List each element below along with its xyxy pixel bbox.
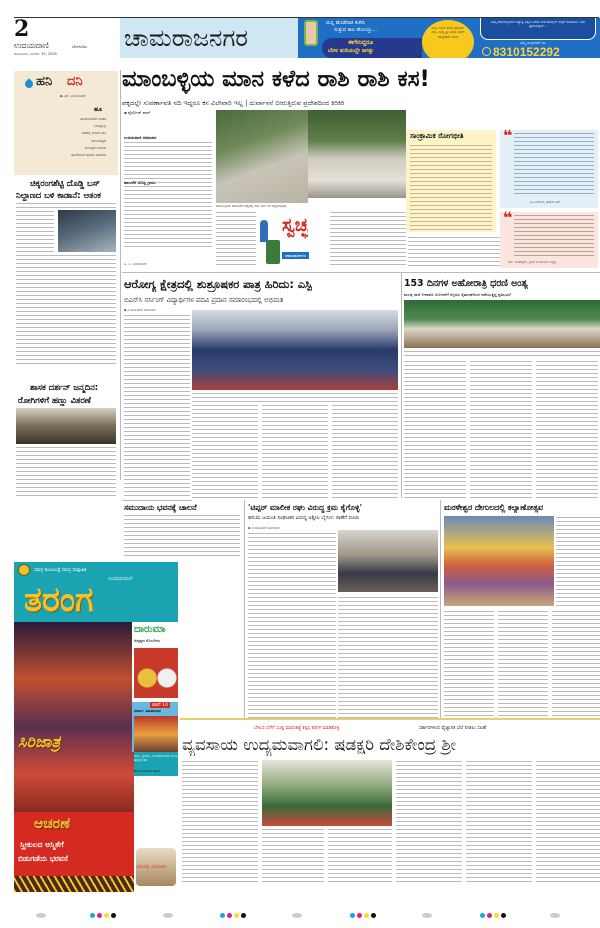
birthday-headline-2[interactable]: ರೋಗಿಗಳಿಗೆ ಹಣ್ಣು ವಿತರಣೆ bbox=[18, 395, 91, 405]
sidebar-box-title: ಸಾಂಕ್ರಾಮಿಕ ರೋಗಭೀತಿ bbox=[410, 131, 464, 140]
photo-credit: ಪಿ. ಸಿ. ಶಿವಕುಮಾರ್ bbox=[124, 262, 147, 266]
agri-photo bbox=[262, 760, 392, 826]
decorative-border bbox=[14, 876, 134, 892]
column-rule bbox=[120, 70, 121, 480]
cmyk-dots bbox=[480, 913, 506, 918]
daruma-sub: ಅದೃಷ್ಟದ ಗೊಂಬೆಗಳು bbox=[134, 638, 161, 643]
cmyk-dots bbox=[220, 913, 246, 918]
hanidani-title-1: ಹನಿ bbox=[36, 74, 53, 89]
quote-red-attribution: ಆನ್. ಮಹೇಶ್ವರ್, ಗ್ರಾಮ ಪಂಚಾಯಿತಿ ಅಧ್ಯಕ್ಷ bbox=[508, 260, 557, 264]
agri-body-4 bbox=[396, 760, 462, 884]
main-photo-caption: ಮಾಂಬಳ್ಳಿಯ ಹಾಲುಕೆರೆ ಪಕ್ಕದಲ್ಲಿ ರಾಶಿ ರಾಶಿ ಕಸ ಬಿದ್ದಿರುವುದು. bbox=[216, 204, 288, 208]
health-body-3 bbox=[262, 404, 328, 498]
cleaner-icon bbox=[260, 220, 268, 242]
promo-text: ನಗುವಕ್ಕ ಎಕೋಹಾ bbox=[136, 864, 167, 870]
registration-oval bbox=[36, 913, 46, 918]
tipper-body-2 bbox=[248, 584, 336, 718]
poem-line: ನಿಂಡನ್ನುವು bbox=[93, 124, 106, 129]
phone-hand-icon bbox=[304, 20, 318, 46]
community-headline[interactable]: ಸಮುದಾಯ ಭವನಕ್ಕೆ ಚಾಲನೆ bbox=[124, 503, 197, 512]
health-caption bbox=[192, 392, 398, 402]
ad-line2: ಸುತ್ತುವ ಕಾಲ ಹೋಯ್ತು... bbox=[334, 27, 377, 33]
health-body-2 bbox=[192, 404, 258, 498]
whatsapp-ad[interactable] bbox=[298, 18, 600, 58]
quote-red-body bbox=[514, 214, 594, 258]
tour-label: ಟಾಪ್ 10 bbox=[152, 703, 169, 708]
ad-line4: ಬೆರಳ ತುದಿಯಲ್ಲೇ ಜಗತ್ತು bbox=[328, 48, 374, 54]
agri-headline[interactable]: ವ್ಯವಸಾಯ ಉದ್ಯಮವಾಗಲಿ: ಷಡಕ್ಷರಿ ದೇಶಿಕೇಂದ್ರ ಶ್ರೀ bbox=[182, 735, 457, 754]
hanidani-author: ▪ ಎಸ್. ಮಂಜುನಾಥ್ bbox=[60, 94, 86, 98]
date: ಸೋಮವಾರ, ಮಾರ್ಚ್ 30, 2026 bbox=[14, 52, 57, 56]
health-body-1 bbox=[124, 314, 190, 498]
health-headline[interactable]: ಆರೋಗ್ಯ ಕ್ಷೇತ್ರದಲ್ಲಿ ಶುಶ್ರೂಷಕರ ಪಾತ್ರ ಹಿರಿದು: ಎಸ್ಪಿ bbox=[124, 278, 312, 291]
left-body-top bbox=[16, 202, 116, 210]
protest-body-2 bbox=[470, 360, 532, 498]
protest-subheadline: ಮಂಡ್ಯ ನಾಲೆ ನೀರಾವರಿ ಯೋಜನೆಗೆ ಆಗ್ರಹಿಸಿ ರೈತಸಂಘದಿಂದ ನಡೆಯುತ್ತಿದ್ದ ಪ್ರತಿಭಟನೆ bbox=[404, 292, 511, 297]
temple-body-3 bbox=[552, 610, 600, 718]
main-subheadline: ಪಕ್ಕದಲ್ಲೇ ಸುವರ್ಣಾವತಿ ನದಿ ಇದ್ದರೂ ಕಸ ವಿಲೇವಾರಿ ಇಲ್ಲ | ದುರ್ವಾಸನೆ ಬೀರುತ್ತಿರುವ ಪ್ರದೇಶದಿಂದ ಕಿರಿಕಿರಿ bbox=[122, 99, 345, 107]
main-dateline: ಉದಯವಾಣಿ ಸಮಾಚಾರ bbox=[124, 135, 157, 140]
tipper-photo bbox=[338, 530, 438, 592]
temple-body-1 bbox=[444, 610, 494, 718]
health-body-4 bbox=[332, 404, 398, 498]
tipper-byline: ▪ ಉದಯವಾಣಿ ಸಮಾಚಾರ bbox=[248, 526, 280, 530]
agri-body-5 bbox=[466, 760, 532, 884]
emblem-icon bbox=[18, 564, 30, 576]
bin-icon bbox=[266, 240, 280, 264]
poem-line: ಮುಡಿಸ್ಟೇಗ ಅರಳದ bbox=[84, 145, 106, 150]
temple-headline[interactable]: ಮರಳೇಶ್ವರ ದೇಗುಲದಲ್ಲಿ ಕಲ್ಯಾಣೋತ್ಸವ bbox=[444, 503, 543, 512]
main-body-col2 bbox=[216, 211, 256, 266]
agri-body-1 bbox=[182, 760, 258, 884]
page-number: 2 bbox=[14, 16, 30, 42]
quote-blue-body bbox=[514, 132, 594, 194]
temple-body-2 bbox=[498, 610, 548, 718]
registration-oval bbox=[163, 913, 173, 918]
poem-line: ಗಿಡದಲ್ಲಿ ಅರಳಿದ ಹೂ bbox=[81, 131, 106, 136]
daruma-title: ದಾರುಮಾ bbox=[134, 624, 166, 635]
tipper-subheadline: ಹನುಮ ಜಯಂತಿ ಸಂಘಟಕರ ವಿರುದ್ಧ ಅಶ್ಲೀಲ ಬೈಗುಳ: ಠಾಣೆಗೆ ದೂರು bbox=[248, 515, 360, 521]
protest-photo bbox=[404, 300, 600, 348]
tharanga-brand: ಉದಯವಾಣಿ bbox=[108, 576, 132, 582]
tipper-body-1 bbox=[248, 532, 336, 582]
left-body bbox=[16, 210, 54, 252]
garbage-photo-1 bbox=[216, 110, 308, 203]
column-rule bbox=[440, 500, 441, 720]
elephant-photo bbox=[58, 210, 116, 252]
promo-panel bbox=[134, 776, 178, 892]
festival-photo bbox=[14, 622, 134, 812]
protest-body-1 bbox=[404, 360, 466, 498]
registration-oval bbox=[422, 913, 432, 918]
ad-line1: ಮನ್ನಿ ಹೊಡೆದಾಕ ಕಚೇರಿ bbox=[326, 20, 365, 26]
swachh-logo-text: ಸ್ವಚ್ಛ bbox=[282, 215, 309, 236]
banner-line2: ಆಚರಣೆ bbox=[34, 816, 71, 832]
community-body bbox=[124, 514, 240, 558]
main-headline[interactable]: ಮಾಂಬಳ್ಳಿಯ ಮಾನ ಕಳೆದ ರಾಶಿ ರಾಶಿ ಕಸ! bbox=[122, 66, 430, 92]
quote-blue-attribution: ಪಿ.ಸಿ.ಶೇಖರ, ಹಾಲಿಕ ಎಲ್. bbox=[530, 200, 562, 204]
ad-line3: ಈಗೇನಿದ್ದರೂ bbox=[348, 39, 374, 46]
tipper-body-3 bbox=[338, 596, 438, 718]
temple-photo bbox=[444, 516, 554, 606]
ad-right-box bbox=[480, 18, 596, 40]
paper-name: ಉದಯವಾಣಿ bbox=[14, 41, 49, 50]
column-rule bbox=[244, 500, 245, 720]
section-rule bbox=[122, 272, 600, 273]
left-headline-1[interactable]: ಚಿಕ್ಕರಂಗಶೆಟ್ಟಿ ದೊಡ್ಡಿ ಬಸ್ bbox=[30, 178, 100, 188]
edition: ಬೆಂಗಳೂರು bbox=[72, 44, 87, 49]
main-body-col3 bbox=[330, 211, 406, 266]
main-byline: ▪ ಫೈರೋಜ್ ಖಾನ್ bbox=[124, 110, 151, 115]
tharanga-blurb: ವಾಡಿ, ಬ್ಯಾಗೇರಿ, ಸುಂದರಮುಡಿದೇ ಸುಲಭ ಹೆಜ್ಜೆಯ ಕತೆ bbox=[134, 754, 178, 762]
protest-headline[interactable]: 153 ದಿನಗಳ ಅಹೋರಾತ್ರಿ ಧರಣಿ ಅಂತ್ಯ bbox=[404, 278, 528, 289]
agri-body-6 bbox=[536, 760, 600, 884]
registration-oval bbox=[292, 913, 302, 918]
whatsapp-label: ನಮ್ಮ ವಾಟ್ಸ್ಆಪ್ ನಂ. bbox=[520, 41, 547, 45]
main-body-col1 bbox=[124, 141, 212, 249]
poem-line: ಕಾಣರಿಸುತ್ತವೆ bbox=[91, 138, 106, 143]
tharanga-tagline: ಸಮಗ್ರ ಕುಟುಂಬಕ್ಕೆ ಸಮಗ್ರ ಸಾಪ್ತಾಹಿಕ bbox=[34, 568, 87, 573]
banner-line3: ಸ್ತ್ರೀಕುಲದ ಅಸ್ಮಿತೆಗೆ bbox=[20, 840, 64, 849]
graduation-photo bbox=[192, 310, 398, 390]
banner-line1: ಸಿರಿಜಾತ್ರೆ bbox=[18, 732, 62, 751]
ad-right-text: ನಿಮ್ಮ ಕಾಮರಾಜ್ಯನಗರ ಅತ್ಯುತ್ತ ವಿಶ್ವಿಕ ಎಣಿದು ಟೀಕ ಮೊಬೈಲ್ ಅವುಗೆ ಕಳಿಸಿಕೊಡಿ. ಅದು ಪ್ರಕಟಿಸುತ್ತೇವೆ... bbox=[490, 20, 586, 29]
cmyk-dots bbox=[350, 913, 376, 918]
registration-oval bbox=[550, 913, 560, 918]
protest-caption bbox=[404, 350, 600, 358]
garbage-photo-2 bbox=[308, 110, 406, 198]
section-title: ಚಾಮರಾಜನಗರ bbox=[124, 24, 249, 52]
tharanga-blurb2: ಹೊಸ ದಿನದಾಯಿ ಕಥಾಜಿ bbox=[134, 769, 161, 773]
left-body-2 bbox=[16, 254, 116, 364]
health-subheadline: ಬಿಎಸ್‌ಸಿ ನರ್ಸಿಂಗ್ ವಿದ್ಯಾರ್ಥಿಗಳ ಪದವಿ ಪ್ರದಾನ ಸಮಾರಂಭದಲ್ಲಿ ಅಭಿಮತ bbox=[124, 296, 284, 304]
sidebar-box-body bbox=[410, 144, 492, 230]
hanidani-title-2: ದನಿ bbox=[67, 74, 83, 89]
swachh-sub: ಚಾಮರಾಜನಗರ bbox=[282, 252, 309, 259]
ad-circle bbox=[422, 20, 474, 58]
tharanga-ad[interactable] bbox=[14, 562, 178, 892]
poem-lines bbox=[40, 116, 106, 159]
teaser-left[interactable]: ಬೇಲದ ಬೆಳೆಗೆ ಸೂಕ್ತ ಮಾರುಕಟ್ಟೆ ಕಲ್ಪಿಸಿ ಕರಗಳ ಮಾಡಿಕೊಳ್ಳಿ bbox=[254, 726, 340, 731]
quote-mark-icon: ❝ bbox=[503, 208, 513, 227]
poem-title: ಹೂ bbox=[94, 106, 102, 113]
temple-caption bbox=[556, 516, 600, 606]
daruma-dolls bbox=[134, 648, 178, 698]
temple-thumb bbox=[134, 716, 178, 752]
banner-line4: ಬಿಡುಗಡೆಯ ಭರವಸೆ bbox=[18, 854, 68, 863]
cmyk-dots bbox=[90, 913, 116, 918]
teaser-rule bbox=[180, 718, 600, 720]
phone-number[interactable]: 8310152292 bbox=[493, 45, 560, 58]
section-rule bbox=[122, 500, 192, 501]
teaser-right[interactable]: ಸರ್ಕಾರಗಳಿಂದ ವೈಜ್ಞಾನಿಕ ಬೆಲೆ ನೀಡಲು ಸಲಹೆ bbox=[419, 726, 487, 731]
poem-line: ಹೊರೆಗಿರುವ ಹುಡುಗ ಹುಡುಗಾ bbox=[71, 153, 106, 158]
poem-line: ಹೊರೆಯಿಸಬೇಕ ಸಂತತ bbox=[80, 117, 106, 121]
birthday-headline-1[interactable]: ಶಾಸಕ ದರ್ಶನ್ ಜನ್ಮದಿನ: bbox=[30, 382, 99, 392]
agri-body-2 bbox=[262, 828, 324, 884]
birthday-body bbox=[16, 446, 116, 496]
tharanga-title: ತರಂಗ bbox=[24, 580, 94, 620]
left-headline-2[interactable]: ನಿಲ್ದಾಣದ ಬಳಿ ಕಾಡಾನೆ: ಆತಂಕ bbox=[16, 190, 101, 200]
column-rule bbox=[401, 272, 402, 498]
protest-body-3 bbox=[536, 360, 598, 498]
agri-body-3 bbox=[328, 828, 392, 884]
whatsapp-icon bbox=[482, 47, 491, 56]
tour-sub: ನೇಪಾಳ- ಪಶುಪತಿನಾಥ bbox=[134, 709, 161, 713]
main-inline-head: ಹಾಲುಕೆರೆ ದೊಡ್ಡ ಗ್ರಾಮ: bbox=[124, 180, 157, 185]
sidebar-lower-body bbox=[408, 236, 500, 266]
registration-marks bbox=[0, 912, 600, 922]
ad-circle-text: ನಿಮ್ಮ ಊರ್ನ ಕುರಿತ ಫೋಟೋ ಕಳಿಸಿ. ಸುದ್ದಿ ಫ್ರೀ ಮಾಡಿ ನಮಗೆ ವಾಟ್ಸ್ಆಪ್ ಮಾಡಿ bbox=[431, 26, 465, 39]
birthday-photo bbox=[16, 408, 116, 444]
tipper-headline[interactable]: 'ಟಿಪ್ಪರ್ ಮಾಲೀಕ ರಘು ವಿರುದ್ಧ ಕ್ರಮ ಕೈಗೊಳ್ಳಿ' bbox=[248, 503, 362, 512]
health-byline: ▪ ಉದಯವಾಣಿ ಸಮಾಚಾರ bbox=[124, 308, 156, 312]
swachh-logo bbox=[258, 212, 328, 268]
quote-mark-icon: ❝ bbox=[503, 126, 513, 145]
